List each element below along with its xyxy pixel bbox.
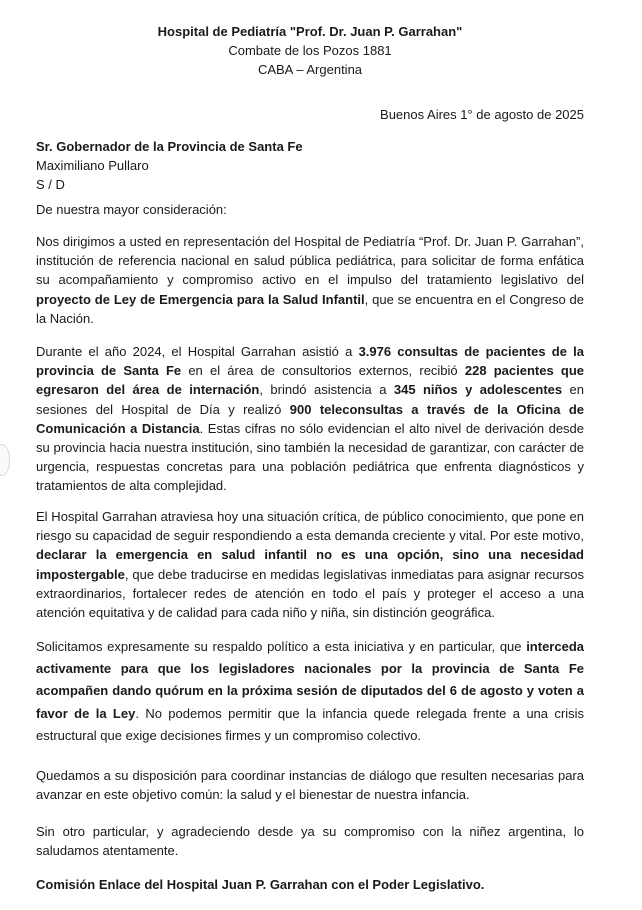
paragraph-intro [36,232,584,328]
p3-text-1: El Hospital Garrahan atraviesa hoy una situación crítica, de público conocimiento, que pone en riesgo su capacidad de seguir respondiendo a esta demanda creciente y vital. Por este motivo, [36,509,584,544]
p2-bold-1: 3.976 consultas de pacientes de la provincia de Santa Fe [36,344,584,379]
p3-text-2: , que debe traducirse en medidas legislativas inmediatas para asignar recursos extraordinarios, fortalecer redes de atención en todo el país y proteger el acceso a una atención equitativa y de calidad para cada niño y niña, sin distinción geográfica. [36,566,584,621]
letter-date: Buenos Aires 1° de agosto de 2025 [380,107,584,122]
p1-text-2: , que se encuentra en el Congreso de la Nación. [36,291,585,326]
p4-bold-1: interceda activamente para que los legisladores nacionales por la provincia de Santa Fe acompañen dando quórum en la próxima sesión de diputados del 6 de agosto y voten a favor de la Ley [36,639,584,721]
recipient-name: Maximiliano Pullaro [36,158,149,173]
p2-bold-3: 345 niños y adolescentes [393,382,563,398]
recipient-sd: S / D [36,177,65,192]
recipient-block [36,137,303,194]
p1-bold-1: proyecto de Ley de Emergencia para la Salud Infantil [36,291,365,307]
letterhead [36,22,584,79]
page-edge-marker [0,444,10,476]
recipient-title: Sr. Gobernador de la Provincia de Santa Fe [36,139,303,154]
p2-text-5: . Estas cifras no sólo evidencian el alto nivel de derivación desde su provincia hacia nuestra institución, sino también la necesidad de garantizar, con carácter de urgencia, respuestas concretas para una población pediátrica que enfrenta diagnósticos y tratamientos de alta complejidad. [36,420,585,494]
p2-text-3: , brindó asistencia a [259,382,394,398]
paragraph-situation [36,507,584,622]
p4-text-2: . No podemos permitir que la infancia quede relegada frente a una crisis estructural que exige decisiones firmes y un compromiso colectivo. [36,705,584,743]
p2-text-2: en el área de consultorios externos, recibió [181,363,465,379]
greeting: De nuestra mayor consideración: [36,202,227,217]
p2-text-1: Durante el año 2024, el Hospital Garrahan asistió a [36,344,359,359]
hospital-name: Hospital de Pediatría "Prof. Dr. Juan P. Garrahan" [157,24,463,39]
p3-bold-1: declarar la emergencia en salud infantil no es una opción, sino una necesidad impostergable [36,547,584,582]
paragraph-statistics [36,342,584,496]
signature: Comisión Enlace del Hospital Juan P. Garrahan con el Poder Legislativo. [36,877,485,892]
p1-text-1: Nos dirigimos a usted en representación del Hospital de Pediatría “Prof. Dr. Juan P. Garrahan”, institución de referencia nacional en salud pública pediátrica, para solicitar de forma enfática su acompañamiento y compromiso activo en el impulso del tratamiento legislativo del [36,234,584,288]
p4-text-1: Solicitamos expresamente su respaldo político a esta iniciativa y en particular, que [36,639,527,654]
paragraph-request [36,636,584,747]
hospital-address: Combate de los Pozos 1881 [228,43,392,58]
paragraph-availability: Quedamos a su disposición para coordinar instancias de diálogo que resulten necesarias para avanzar en este objetivo común: la salud y el bienestar de nuestra infancia. [36,768,584,803]
p2-bold-2: 228 pacientes que egresaron del área de internación [36,363,585,398]
p2-text-4: en sesiones del Hospital de Día y realizó [36,382,585,417]
hospital-city: CABA – Argentina [257,62,363,77]
paragraph-closing: Sin otro particular, y agradeciendo desde ya su compromiso con la niñez argentina, lo saludamos atentamente. [36,824,584,859]
p2-bold-4: 900 teleconsultas a través de la Oficina de Comunicación a Distancia [36,401,584,436]
